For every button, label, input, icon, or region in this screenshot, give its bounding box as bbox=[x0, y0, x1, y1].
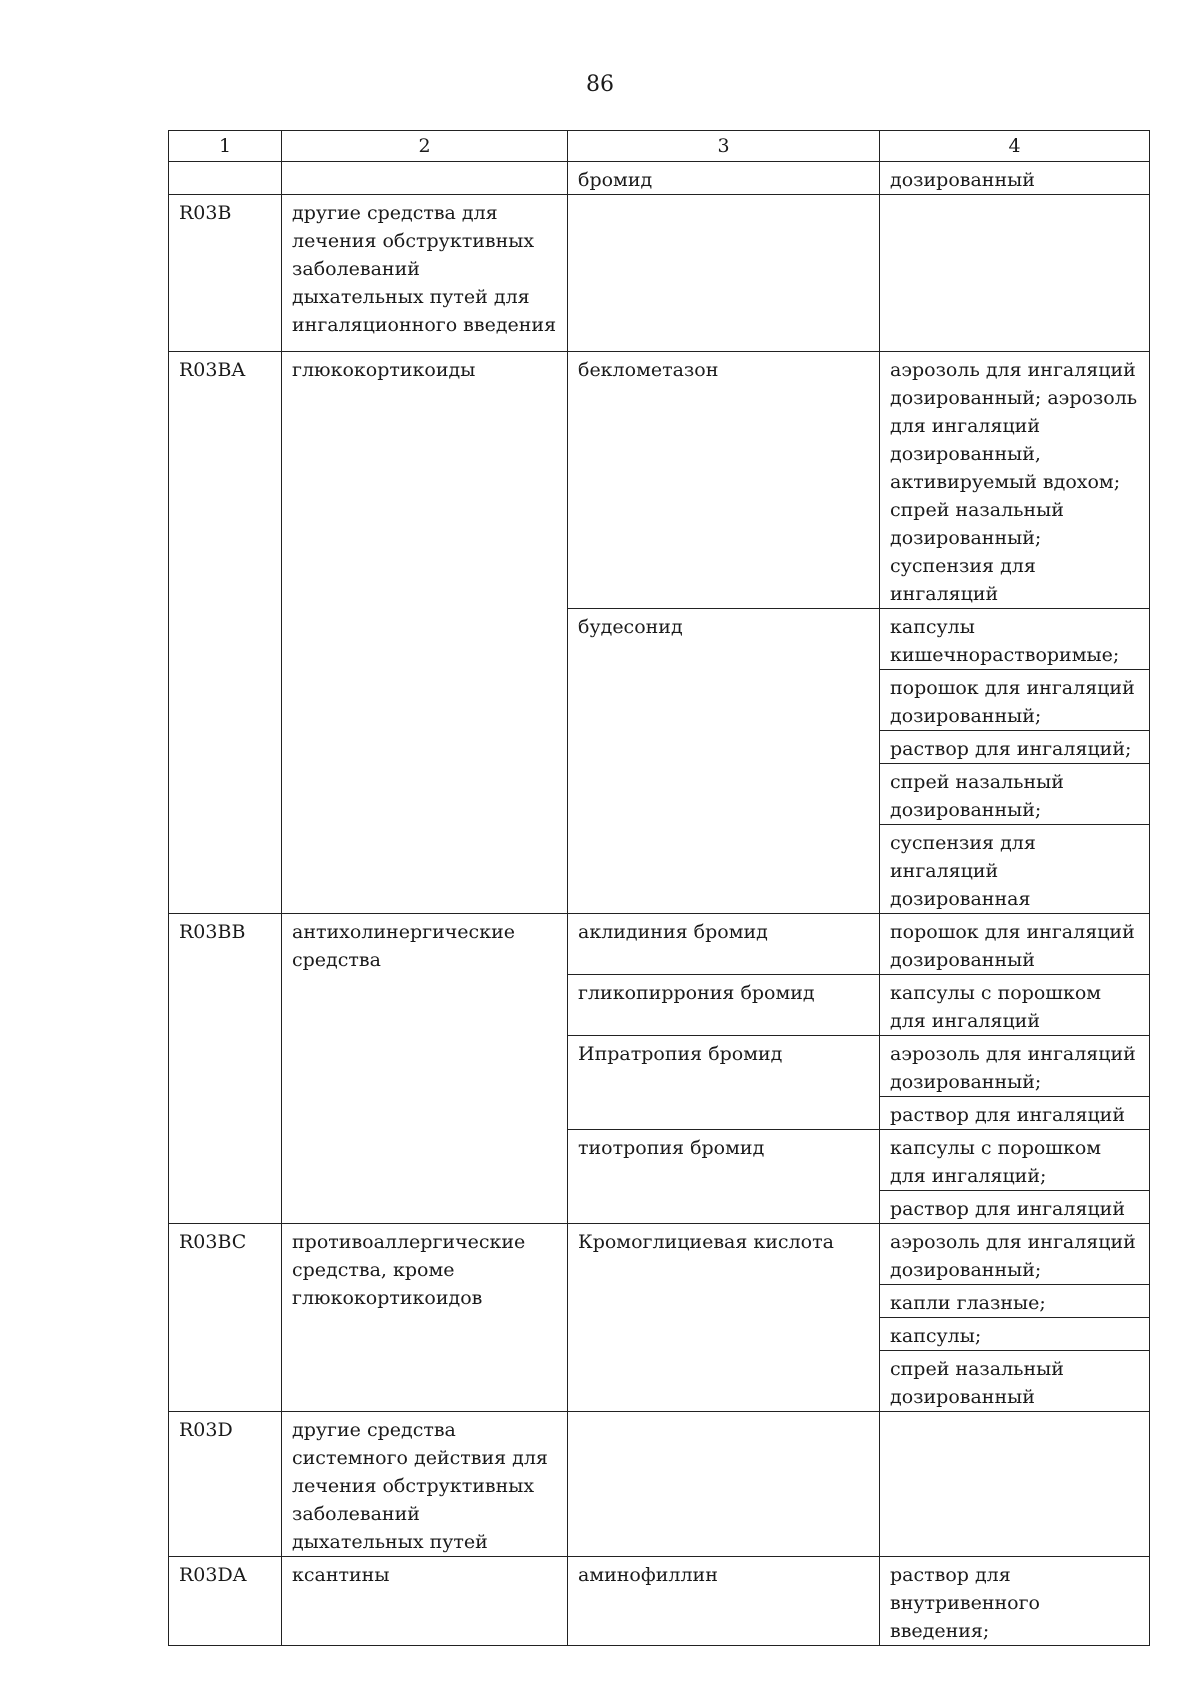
dosage-form: дозированный bbox=[890, 169, 1035, 191]
dosage-form: капсулы; bbox=[880, 1317, 1149, 1350]
group-name-cell: антихолинергические средства bbox=[282, 914, 568, 1224]
dosage-form-cell bbox=[880, 609, 1150, 914]
dosage-form: раствор для ингаляций; bbox=[880, 730, 1149, 763]
group-name-cell bbox=[282, 162, 568, 195]
table-row bbox=[169, 352, 1150, 609]
dosage-form-cell bbox=[880, 1412, 1150, 1557]
drug-name-cell: гликопиррония бромид bbox=[568, 975, 880, 1036]
dosage-form: аэрозоль для ингаляций дозированный; аэрозоль для ингаляций дозированный, активируемый вдохом; спрей назальный дозированный; суспензия для ингаляций bbox=[890, 359, 1138, 605]
drug-name-cell: беклометазон bbox=[568, 352, 880, 609]
column-header: 1 bbox=[169, 131, 282, 162]
group-name-cell: противоаллергические средства, кроме глюкокортикоидов bbox=[282, 1224, 568, 1412]
code-cell: R03BB bbox=[169, 914, 282, 1224]
code-cell: R03DA bbox=[169, 1557, 282, 1646]
dosage-form-cell bbox=[880, 1036, 1150, 1130]
code-cell: R03D bbox=[169, 1412, 282, 1557]
code-cell: R03B bbox=[169, 195, 282, 352]
dosage-form: аэрозоль для ингаляций дозированный; bbox=[890, 1231, 1136, 1281]
dosage-form: раствор для ингаляций bbox=[880, 1096, 1149, 1129]
drug-name-cell: будесонид bbox=[568, 609, 880, 914]
column-header: 2 bbox=[282, 131, 568, 162]
table-row bbox=[169, 195, 1150, 352]
dosage-form-cell bbox=[880, 914, 1150, 975]
dosage-form-cell bbox=[880, 1557, 1150, 1646]
medicines-table bbox=[168, 130, 1150, 1646]
header-row bbox=[169, 131, 1150, 162]
code-cell bbox=[169, 162, 282, 195]
drug-name-cell: бромид bbox=[568, 162, 880, 195]
column-header: 4 bbox=[880, 131, 1150, 162]
table-row bbox=[169, 1412, 1150, 1557]
page-number: 86 bbox=[586, 72, 614, 97]
column-header: 3 bbox=[568, 131, 880, 162]
dosage-form-cell bbox=[880, 162, 1150, 195]
table-row bbox=[169, 1224, 1150, 1412]
dosage-form: спрей назальный дозированный; bbox=[880, 763, 1149, 824]
dosage-form: порошок для ингаляций дозированный bbox=[890, 921, 1135, 971]
dosage-form: раствор для внутривенного введения; bbox=[890, 1564, 1040, 1642]
drug-name-cell: Ипратропия бромид bbox=[568, 1036, 880, 1130]
drug-name-cell: Кромоглициевая кислота bbox=[568, 1224, 880, 1412]
dosage-form: капсулы с порошком для ингаляций; bbox=[890, 1137, 1102, 1187]
dosage-form: капсулы с порошком для ингаляций bbox=[890, 982, 1102, 1032]
group-name-cell: глюкокортикоиды bbox=[282, 352, 568, 914]
dosage-form: раствор для ингаляций bbox=[880, 1190, 1149, 1223]
continuation-row bbox=[169, 162, 1150, 195]
drug-name-cell bbox=[568, 1412, 880, 1557]
group-name-cell: другие средства системного действия для лечения обструктивных заболеваний дыхательных путей bbox=[282, 1412, 568, 1557]
dosage-form: капсулы кишечнорастворимые; bbox=[890, 616, 1120, 666]
dosage-form: капли глазные; bbox=[880, 1284, 1149, 1317]
dosage-form: порошок для ингаляций дозированный; bbox=[880, 669, 1149, 730]
drug-name-cell: аклидиния бромид bbox=[568, 914, 880, 975]
table-row bbox=[169, 914, 1150, 975]
code-cell: R03BA bbox=[169, 352, 282, 914]
code-cell: R03BC bbox=[169, 1224, 282, 1412]
dosage-form: спрей назальный дозированный bbox=[880, 1350, 1149, 1411]
dosage-form: аэрозоль для ингаляций дозированный; bbox=[890, 1043, 1136, 1093]
drug-name-cell: тиотропия бромид bbox=[568, 1130, 880, 1224]
dosage-form-cell bbox=[880, 1224, 1150, 1412]
dosage-form-cell bbox=[880, 195, 1150, 352]
dosage-form: суспензия для ингаляций дозированная bbox=[880, 824, 1149, 913]
drug-name-cell bbox=[568, 195, 880, 352]
dosage-form-cell bbox=[880, 975, 1150, 1036]
dosage-form-cell bbox=[880, 1130, 1150, 1224]
group-name-cell: ксантины bbox=[282, 1557, 568, 1646]
group-name-cell: другие средства для лечения обструктивных заболеваний дыхательных путей для ингаляционного введения bbox=[282, 195, 568, 352]
table-row bbox=[169, 1557, 1150, 1646]
dosage-form-cell bbox=[880, 352, 1150, 609]
drug-name-cell: аминофиллин bbox=[568, 1557, 880, 1646]
